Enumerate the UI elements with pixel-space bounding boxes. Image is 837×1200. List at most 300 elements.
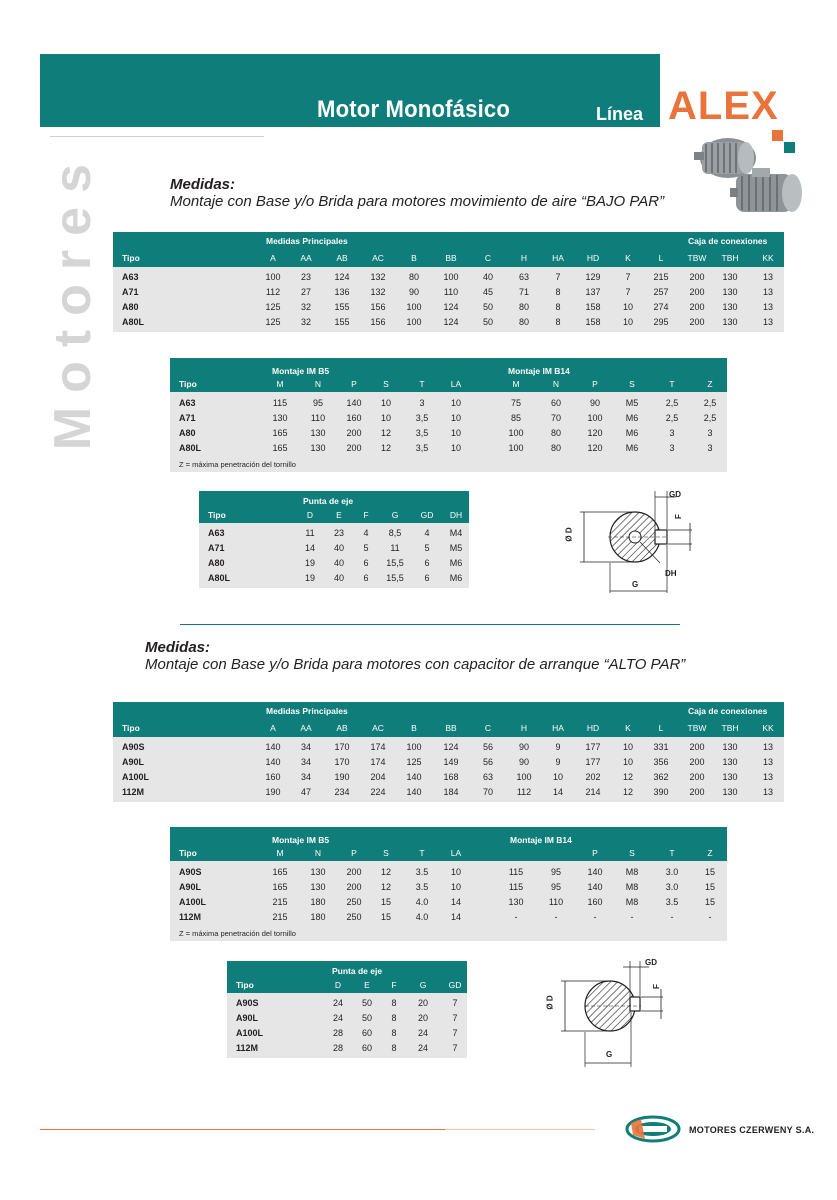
- table-cell: 168: [443, 772, 459, 782]
- col-header: LA: [450, 848, 462, 858]
- table-cell: 2,5: [703, 413, 717, 423]
- table-cell: 180: [310, 912, 326, 922]
- table-cell: 15,5: [386, 573, 404, 583]
- table-cell: 75: [510, 398, 521, 408]
- table-cell: 10: [450, 398, 461, 408]
- table-cell: 28: [332, 1043, 343, 1053]
- row-tipo: A80: [179, 428, 196, 438]
- table-cell: 140: [265, 757, 281, 767]
- s1-shaft-diagram: [560, 485, 700, 597]
- table-cell: 140: [406, 772, 422, 782]
- row-tipo: A90S: [179, 867, 202, 877]
- page-title: Motor Monofásico: [317, 96, 511, 123]
- line-label: Línea: [596, 104, 644, 124]
- table-cell: 110: [310, 413, 326, 423]
- table-cell: 60: [550, 398, 561, 408]
- table-cell: 6: [424, 558, 430, 568]
- s1-main-table-body: [113, 267, 784, 332]
- table-cell: 130: [722, 772, 738, 782]
- table-row: [227, 996, 467, 1011]
- table-cell: 130: [722, 272, 738, 282]
- table-cell: 331: [653, 742, 669, 752]
- table-cell: 120: [587, 428, 603, 438]
- col-header: H: [520, 723, 528, 733]
- table-cell: 124: [334, 272, 350, 282]
- table-cell: 4: [424, 528, 430, 538]
- table-cell: 215: [653, 272, 669, 282]
- table-cell: 120: [587, 443, 603, 453]
- table-cell: 90: [589, 398, 600, 408]
- table-cell: 200: [346, 882, 362, 892]
- table-cell: 115: [508, 867, 524, 877]
- s1-shaft-table: [199, 491, 469, 588]
- table-cell: 10: [622, 317, 633, 327]
- table-cell: 90: [518, 757, 529, 767]
- brand-name: ALEX: [668, 84, 779, 128]
- table-cell: 50: [361, 1013, 372, 1023]
- table-cell: 12: [380, 882, 391, 892]
- table-cell: 132: [370, 287, 386, 297]
- row-tipo: A80: [208, 558, 225, 568]
- s1-group-b5: Montaje IM B5: [272, 366, 330, 376]
- table-cell: 200: [689, 787, 705, 797]
- table-cell: 274: [653, 302, 669, 312]
- s1-main-table-header: [113, 232, 784, 267]
- row-tipo: 112M: [236, 1043, 259, 1053]
- table-cell: 15: [380, 912, 391, 922]
- table-cell: 10: [450, 867, 461, 877]
- table-cell: 130: [722, 287, 738, 297]
- table-cell: 3: [707, 428, 713, 438]
- table-cell: 200: [689, 272, 705, 282]
- table-cell: 50: [361, 998, 372, 1008]
- table-cell: 140: [587, 867, 603, 877]
- table-cell: 100: [508, 443, 524, 453]
- table-cell: 200: [689, 302, 705, 312]
- table-cell: 130: [508, 897, 524, 907]
- table-cell: 215: [272, 912, 288, 922]
- row-tipo: A71: [179, 413, 196, 423]
- table-cell: 5: [424, 543, 430, 553]
- table-cell: 100: [516, 772, 532, 782]
- table-cell: 140: [265, 742, 281, 752]
- table-cell: 130: [310, 443, 326, 453]
- table-cell: 132: [370, 272, 386, 282]
- table-row: [113, 755, 784, 770]
- table-cell: 6: [363, 573, 369, 583]
- table-cell: 3: [669, 443, 675, 453]
- col-header: B: [411, 723, 417, 733]
- col-header: N: [314, 379, 322, 389]
- table-cell: 177: [585, 742, 601, 752]
- table-cell: 40: [333, 573, 344, 583]
- table-row: [227, 1011, 467, 1026]
- table-cell: 3.5: [665, 897, 679, 907]
- col-header: E: [336, 510, 342, 520]
- table-row: [170, 441, 727, 456]
- table-cell: 12: [380, 428, 391, 438]
- table-cell: 100: [406, 317, 422, 327]
- table-cell: 10: [380, 398, 391, 408]
- table-cell: 15: [380, 897, 391, 907]
- col-header: D: [306, 510, 314, 520]
- col-header: A: [270, 723, 276, 733]
- s2-shaft-group: Punta de eje: [332, 966, 383, 976]
- table-cell: 136: [334, 287, 350, 297]
- table-cell: 149: [443, 757, 459, 767]
- table-cell: 19: [304, 558, 315, 568]
- table-cell: -: [670, 912, 674, 922]
- s2-shaft-table-header: [227, 961, 467, 993]
- table-cell: M6: [625, 428, 639, 438]
- table-cell: 130: [310, 428, 326, 438]
- table-cell: 70: [550, 413, 561, 423]
- s2-mount-note: Z = máxima penetración del tornillo: [179, 929, 296, 938]
- table-cell: 95: [312, 398, 323, 408]
- s2-diagram-d: Ø D: [545, 995, 555, 1010]
- col-header: S: [629, 848, 635, 858]
- row-tipo: A100L: [179, 897, 207, 907]
- footer-rule: [40, 1129, 445, 1130]
- s1-shaft-tipo-header: Tipo: [208, 510, 226, 520]
- table-cell: 40: [482, 272, 493, 282]
- col-header: LA: [450, 379, 462, 389]
- table-cell: 14: [304, 543, 315, 553]
- table-cell: 32: [300, 317, 311, 327]
- table-cell: M8: [625, 867, 639, 877]
- col-header: B: [411, 253, 417, 263]
- company-logo-icon: [625, 1115, 681, 1143]
- table-cell: 20: [417, 998, 428, 1008]
- col-header: AA: [300, 253, 312, 263]
- table-cell: 170: [334, 757, 350, 767]
- col-header: T: [669, 848, 675, 858]
- table-cell: 24: [332, 1013, 343, 1023]
- table-cell: M6: [449, 558, 463, 568]
- table-cell: 10: [450, 413, 461, 423]
- table-cell: 23: [333, 528, 344, 538]
- col-header: T: [419, 379, 425, 389]
- s2-diagram-g: G: [606, 1050, 613, 1059]
- table-cell: 130: [722, 742, 738, 752]
- table-cell: 165: [272, 428, 288, 438]
- table-cell: 15: [704, 867, 715, 877]
- row-tipo: A80L: [122, 317, 145, 327]
- table-cell: 71: [518, 287, 529, 297]
- table-cell: 11: [390, 543, 400, 553]
- table-cell: 40: [333, 543, 344, 553]
- table-cell: 24: [332, 998, 343, 1008]
- table-cell: 27: [300, 287, 311, 297]
- table-cell: 100: [406, 742, 422, 752]
- table-cell: M6: [449, 573, 463, 583]
- col-header: M: [512, 379, 520, 389]
- table-row: [170, 865, 727, 880]
- table-cell: 3,5: [415, 413, 429, 423]
- table-cell: 15,5: [386, 558, 404, 568]
- table-cell: -: [514, 912, 518, 922]
- company-name: MOTORES CZERWENY S.A.: [689, 1125, 815, 1135]
- table-cell: 24: [417, 1028, 428, 1038]
- row-tipo: A90L: [236, 1013, 259, 1023]
- table-cell: 155: [334, 317, 350, 327]
- table-row: [170, 910, 727, 925]
- s1-mount-columns: [170, 379, 727, 391]
- table-cell: -: [593, 912, 597, 922]
- table-cell: 13: [762, 302, 773, 312]
- col-header: S: [383, 379, 389, 389]
- col-header: L: [658, 723, 664, 733]
- table-cell: -: [554, 912, 558, 922]
- table-cell: 14: [450, 912, 461, 922]
- table-cell: 125: [265, 302, 281, 312]
- col-header: GD: [448, 980, 462, 990]
- table-cell: 130: [310, 882, 326, 892]
- table-cell: 9: [555, 742, 561, 752]
- table-cell: 7: [452, 998, 458, 1008]
- row-tipo: 112M: [122, 787, 145, 797]
- table-cell: 125: [406, 757, 422, 767]
- table-cell: 100: [443, 272, 459, 282]
- table-cell: 112: [516, 787, 532, 797]
- col-header: S: [629, 379, 635, 389]
- table-cell: 125: [265, 317, 281, 327]
- s2-mount-table: [170, 827, 727, 941]
- table-cell: 155: [334, 302, 350, 312]
- s1-main-group-box: Caja de conexiones: [688, 236, 768, 246]
- s1-shaft-table-body: [199, 523, 469, 588]
- col-header: A: [270, 253, 276, 263]
- table-cell: 15: [704, 882, 715, 892]
- s1-mount-table: [170, 358, 727, 472]
- table-cell: 200: [346, 428, 362, 438]
- table-cell: 32: [300, 302, 311, 312]
- col-header: M: [276, 848, 284, 858]
- s2-main-group-main: Medidas Principales: [266, 706, 348, 716]
- table-cell: 130: [722, 317, 738, 327]
- table-cell: 130: [310, 867, 326, 877]
- section1-subtitle: Montaje con Base y/o Brida para motores movimiento de aire “BAJO PAR”: [170, 193, 665, 210]
- s2-main-tipo-header: Tipo: [122, 723, 140, 733]
- table-cell: 7: [452, 1028, 458, 1038]
- table-cell: 8: [391, 1043, 397, 1053]
- table-cell: 10: [450, 428, 461, 438]
- motors-image: [688, 128, 808, 220]
- table-cell: 13: [762, 772, 773, 782]
- table-cell: 100: [587, 413, 603, 423]
- table-cell: 177: [585, 757, 601, 767]
- table-cell: 200: [689, 287, 705, 297]
- table-cell: 8,5: [388, 528, 402, 538]
- table-cell: 13: [762, 787, 773, 797]
- table-cell: 3,5: [415, 428, 429, 438]
- table-row: [170, 396, 727, 411]
- table-cell: 23: [300, 272, 311, 282]
- col-header: KK: [762, 253, 774, 263]
- table-row: [227, 1026, 467, 1041]
- table-cell: 190: [265, 787, 281, 797]
- table-cell: 3.0: [665, 867, 679, 877]
- s2-group-b5: Montaje IM B5: [272, 835, 330, 845]
- table-row: [170, 411, 727, 426]
- table-cell: 224: [370, 787, 386, 797]
- table-cell: 174: [370, 757, 386, 767]
- table-cell: 129: [585, 272, 601, 282]
- col-header: Z: [707, 848, 713, 858]
- s1-diagram-dh: DH: [665, 569, 677, 578]
- table-cell: 140: [587, 882, 603, 892]
- table-cell: 10: [622, 757, 633, 767]
- table-cell: 13: [762, 317, 773, 327]
- s1-shaft-group: Punta de eje: [303, 496, 354, 506]
- table-cell: 124: [443, 317, 459, 327]
- table-cell: 10: [622, 742, 633, 752]
- table-cell: 100: [265, 272, 281, 282]
- table-cell: 50: [482, 317, 493, 327]
- table-cell: 95: [550, 882, 561, 892]
- s1-main-tipo-header: Tipo: [122, 253, 140, 263]
- table-row: [199, 526, 469, 541]
- table-cell: 165: [272, 882, 288, 892]
- col-header: D: [334, 980, 342, 990]
- s2-mount-tipo-header: Tipo: [179, 848, 197, 858]
- s2-shaft-tipo-header: Tipo: [236, 980, 254, 990]
- table-cell: 80: [550, 443, 561, 453]
- table-cell: 56: [482, 757, 493, 767]
- col-header: TBH: [721, 723, 739, 733]
- table-cell: 14: [450, 897, 461, 907]
- col-header: BB: [445, 723, 457, 733]
- table-cell: 160: [587, 897, 603, 907]
- s2-shaft-columns: [227, 980, 467, 992]
- table-cell: 7: [625, 287, 631, 297]
- table-cell: 158: [585, 302, 601, 312]
- table-cell: 7: [625, 272, 631, 282]
- table-cell: 156: [370, 302, 386, 312]
- table-cell: 12: [380, 867, 391, 877]
- table-cell: 12: [622, 772, 633, 782]
- col-header: T: [669, 379, 675, 389]
- section2-subtitle: Montaje con Base y/o Brida para motores con capacitor de arranque “ALTO PAR”: [145, 656, 686, 673]
- table-cell: 110: [548, 897, 564, 907]
- table-cell: 13: [762, 742, 773, 752]
- table-cell: 158: [585, 317, 601, 327]
- table-cell: 12: [380, 443, 391, 453]
- col-header: AB: [336, 253, 348, 263]
- table-cell: 8: [391, 998, 397, 1008]
- table-cell: 10: [622, 302, 633, 312]
- table-cell: 80: [550, 428, 561, 438]
- table-cell: 100: [508, 428, 524, 438]
- col-header: BB: [445, 253, 457, 263]
- table-cell: 202: [585, 772, 601, 782]
- table-cell: 80: [518, 317, 529, 327]
- table-cell: 4: [363, 528, 369, 538]
- row-tipo: A100L: [122, 772, 150, 782]
- table-row: [113, 285, 784, 300]
- col-header: M: [276, 379, 284, 389]
- table-cell: 140: [346, 398, 362, 408]
- s1-shaft-columns: [199, 510, 469, 522]
- table-cell: 200: [689, 757, 705, 767]
- table-cell: 2,5: [665, 413, 679, 423]
- table-cell: 14: [552, 787, 563, 797]
- s2-main-group-box: Caja de conexiones: [688, 706, 768, 716]
- table-row: [170, 895, 727, 910]
- col-header: G: [391, 510, 399, 520]
- table-cell: 215: [272, 897, 288, 907]
- table-cell: 4.0: [415, 897, 429, 907]
- table-cell: 390: [653, 787, 669, 797]
- table-cell: 130: [722, 302, 738, 312]
- row-tipo: A71: [208, 543, 225, 553]
- s2-group-b14: Montaje IM B14: [510, 835, 572, 845]
- table-cell: 4.0: [415, 912, 429, 922]
- table-cell: 13: [762, 287, 773, 297]
- table-cell: 10: [380, 413, 391, 423]
- row-tipo: A90L: [122, 757, 145, 767]
- table-cell: 10: [552, 772, 563, 782]
- table-cell: 8: [391, 1028, 397, 1038]
- table-cell: 257: [653, 287, 669, 297]
- col-header: AC: [372, 253, 384, 263]
- s1-mount-table-header: [170, 358, 727, 392]
- table-cell: M6: [625, 443, 639, 453]
- col-header: TBW: [687, 723, 707, 733]
- table-cell: 250: [346, 897, 362, 907]
- table-cell: 9: [555, 757, 561, 767]
- col-header: HA: [552, 723, 564, 733]
- col-header: E: [364, 980, 370, 990]
- table-cell: 95: [550, 867, 561, 877]
- table-cell: 8: [555, 317, 561, 327]
- col-header: TBW: [687, 253, 707, 263]
- table-cell: 70: [482, 787, 493, 797]
- s1-shaft-table-header: [199, 491, 469, 523]
- table-cell: 80: [408, 272, 419, 282]
- s2-main-table-body: [113, 737, 784, 802]
- table-row: [113, 300, 784, 315]
- row-tipo: A80L: [208, 573, 231, 583]
- s2-diagram-gd: GD: [645, 958, 657, 967]
- row-tipo: A90S: [236, 998, 259, 1008]
- table-cell: 100: [406, 302, 422, 312]
- col-header: HD: [586, 723, 600, 733]
- s1-main-group-main: Medidas Principales: [266, 236, 348, 246]
- table-cell: 3: [419, 398, 425, 408]
- table-cell: 362: [653, 772, 669, 782]
- section1-heading: Medidas:: [170, 176, 236, 193]
- row-tipo: A100L: [236, 1028, 264, 1038]
- table-cell: 8: [555, 302, 561, 312]
- row-tipo: A80: [122, 302, 139, 312]
- table-cell: 200: [346, 443, 362, 453]
- table-cell: M8: [625, 897, 639, 907]
- table-cell: 130: [722, 757, 738, 767]
- table-cell: M5: [449, 543, 463, 553]
- table-cell: 180: [310, 897, 326, 907]
- table-cell: 2,5: [703, 398, 717, 408]
- col-header: S: [383, 848, 389, 858]
- s1-group-b14: Montaje IM B14: [508, 366, 570, 376]
- table-cell: 200: [689, 742, 705, 752]
- table-row: [170, 880, 727, 895]
- table-cell: 3: [707, 443, 713, 453]
- col-header: AB: [336, 723, 348, 733]
- table-cell: 80: [518, 302, 529, 312]
- table-cell: 110: [443, 287, 459, 297]
- s1-diagram-g: G: [632, 580, 639, 589]
